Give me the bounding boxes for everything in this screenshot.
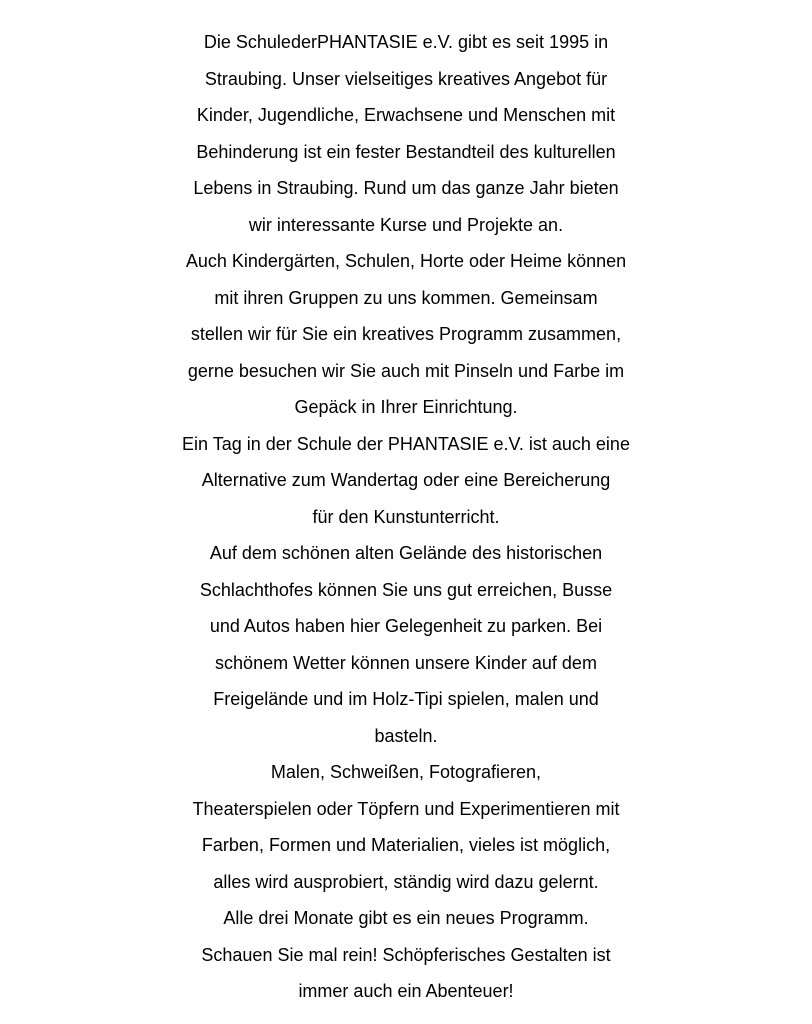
text-line: Alle drei Monate gibt es ein neues Programm. bbox=[223, 908, 589, 928]
text-line: Kinder, Jugendliche, Erwachsene und Menschen mit bbox=[196, 105, 616, 125]
text-line: Malen, Schweißen, Fotografieren, bbox=[270, 762, 542, 782]
text-line: gerne besuchen wir Sie auch mit Pinseln und Farbe im bbox=[187, 360, 625, 381]
text-line: stellen wir für Sie ein kreatives Programm zusammen, bbox=[190, 324, 622, 344]
text-line: alles wird ausprobiert, ständig wird dazu gelernt. bbox=[213, 871, 599, 892]
text-line: Schlachthofes können Sie uns gut erreichen, Busse bbox=[199, 579, 613, 600]
text-line: Gepäck in Ihrer Einrichtung. bbox=[294, 397, 518, 417]
text-line: für den Kunstunterricht. bbox=[312, 506, 500, 527]
text-line: Schauen Sie mal rein! Schöpferisches Gestalten ist bbox=[201, 944, 611, 965]
paragraph-intro bbox=[0, 24, 812, 243]
text-line: Straubing. Unser vielseitiges kreatives Angebot für bbox=[204, 68, 608, 89]
paragraph-groups bbox=[0, 243, 812, 426]
paragraph-program bbox=[0, 900, 812, 1010]
text-line: Farben, Formen und Materialien, vieles ist möglich, bbox=[201, 835, 611, 855]
text-line: schönem Wetter können unsere Kinder auf dem bbox=[215, 652, 597, 673]
text-line: Freigelände und im Holz-Tipi spielen, malen und bbox=[213, 689, 599, 709]
text-line: Auch Kindergärten, Schulen, Horte oder Heime können bbox=[185, 251, 627, 271]
text-line: wir interessante Kurse und Projekte an. bbox=[248, 214, 564, 235]
text-line: Die SchulederPHANTASIE e.V. gibt es seit 1995 in bbox=[203, 32, 609, 52]
paragraph-daytrip bbox=[0, 426, 812, 536]
text-line: basteln. bbox=[374, 725, 438, 746]
text-line: Theaterspielen oder Töpfern und Experimentieren mit bbox=[192, 798, 620, 819]
text-line: Alternative zum Wandertag oder eine Bereicherung bbox=[201, 470, 611, 490]
text-line: immer auch ein Abenteuer! bbox=[298, 981, 514, 1001]
text-line: Behinderung ist ein fester Bestandteil des kulturellen bbox=[196, 141, 616, 162]
paragraph-activities bbox=[0, 754, 812, 900]
text-line: Ein Tag in der Schule der PHANTASIE e.V. ist auch eine bbox=[182, 433, 630, 454]
text-line: Lebens in Straubing. Rund um das ganze Jahr bieten bbox=[193, 178, 619, 198]
text-line: Auf dem schönen alten Gelände des historischen bbox=[209, 543, 603, 563]
text-line: und Autos haben hier Gelegenheit zu parken. Bei bbox=[209, 616, 603, 636]
paragraph-location bbox=[0, 535, 812, 754]
text-line: mit ihren Gruppen zu uns kommen. Gemeinsam bbox=[214, 287, 598, 308]
